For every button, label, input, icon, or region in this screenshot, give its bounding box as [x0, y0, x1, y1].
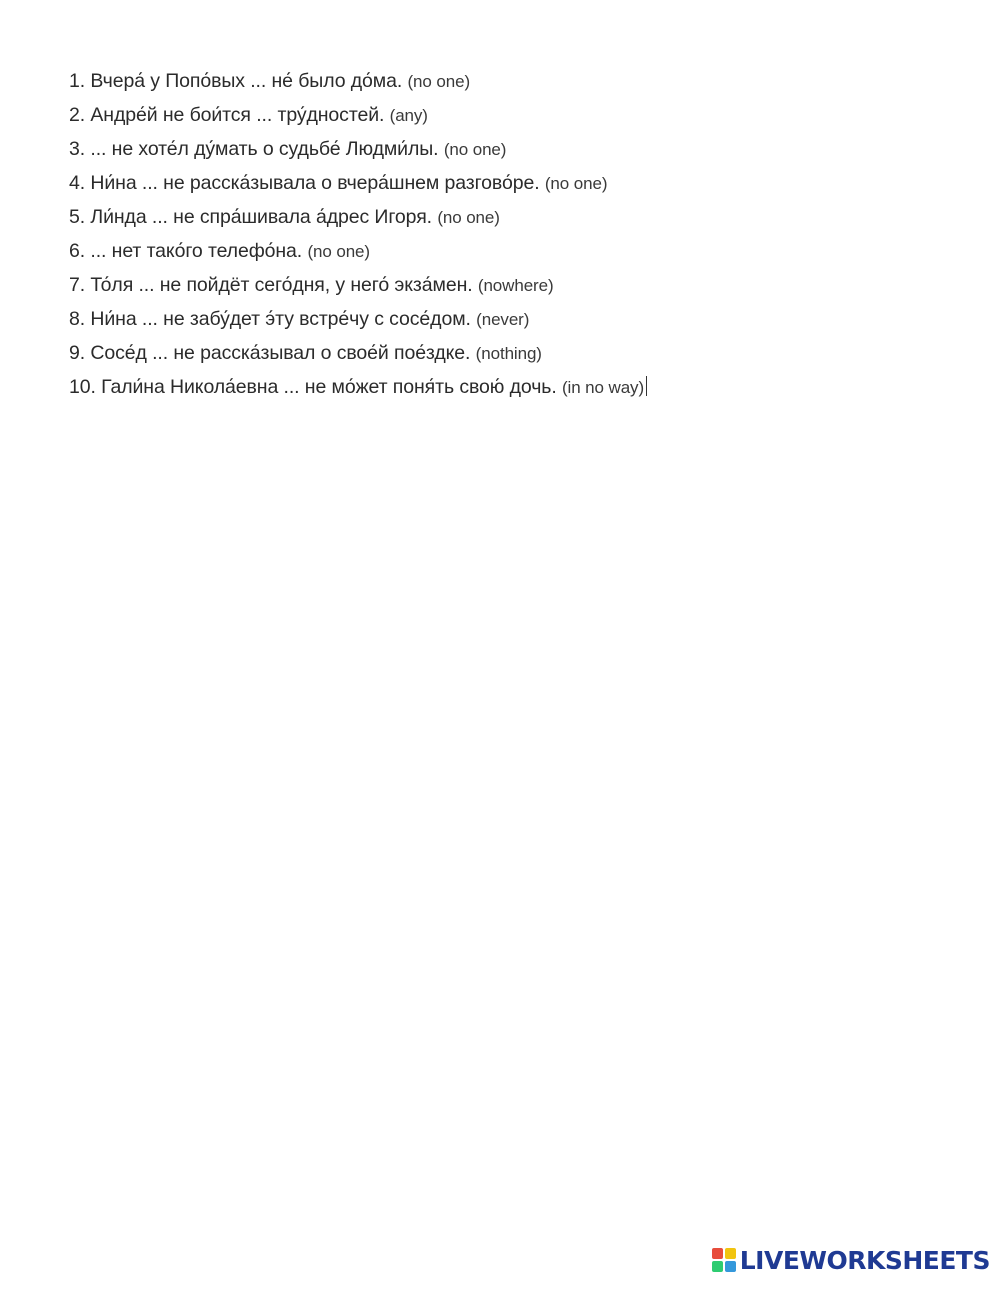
exercise-hint: (no one): [443, 140, 507, 159]
exercise-text: 5. Ли́нда ... не спра́шивала а́дрес Игоря.: [69, 206, 432, 228]
exercise-text: 8. Ни́на ... не забу́дет э́ту встре́чу с сосе́дом.: [69, 308, 471, 330]
exercise-hint: (nothing): [475, 344, 542, 363]
exercise-text: 7. То́ля ... не пойдёт сего́дня, у него́ экза́мен.: [69, 274, 473, 296]
exercise-text: 1. Вчера́ у Попо́вых ... не́ было до́ма.: [69, 70, 403, 92]
logo-square: [725, 1248, 736, 1259]
exercise-hint: (no one): [544, 174, 608, 193]
logo-square: [712, 1261, 723, 1272]
exercise-hint: (nowhere): [477, 276, 554, 295]
exercise-item-5: [69, 200, 969, 234]
exercise-hint: (no one): [307, 242, 370, 261]
liveworksheets-brand[interactable]: [712, 1245, 990, 1275]
logo-square: [725, 1261, 736, 1272]
exercise-item-1: [69, 64, 969, 98]
exercise-item-10: [69, 370, 969, 404]
exercise-text: 6. ... нет тако́го телефо́на.: [69, 240, 303, 262]
exercise-text: 9. Сосе́д ... не расска́зывал о свое́й пое́здке.: [69, 342, 471, 364]
exercise-item-2: [69, 98, 969, 132]
logo-square: [712, 1248, 723, 1259]
text-cursor: [646, 376, 647, 396]
exercise-hint: (no one): [437, 208, 500, 227]
exercise-item-8: [69, 302, 969, 336]
exercise-text: 3. ... не хоте́л ду́мать о судьбе́ Людми́лы.: [69, 138, 439, 160]
exercise-item-4: [69, 166, 969, 200]
brand-name: LIVEWORKSHEETS: [739, 1245, 990, 1275]
exercise-list: [69, 64, 969, 404]
exercise-text: 4. Ни́на ... не расска́зывала о вчера́шнем разгово́ре.: [69, 172, 540, 194]
exercise-hint: (never): [476, 310, 530, 329]
exercise-item-3: [69, 132, 969, 166]
exercise-item-7: [69, 268, 969, 302]
exercise-hint: (in no way): [561, 378, 645, 397]
liveworksheets-logo-icon: [712, 1248, 736, 1272]
exercise-hint: (no one): [407, 72, 471, 91]
exercise-item-6: [69, 234, 969, 268]
exercise-text: 2. Андре́й не бои́тся ... тру́дностей.: [69, 104, 385, 126]
exercise-item-9: [69, 336, 969, 370]
exercise-text: 10. Гали́на Никола́евна ... не мо́жет поня́ть свою́ дочь.: [69, 376, 557, 398]
exercise-hint: (any): [389, 106, 428, 125]
